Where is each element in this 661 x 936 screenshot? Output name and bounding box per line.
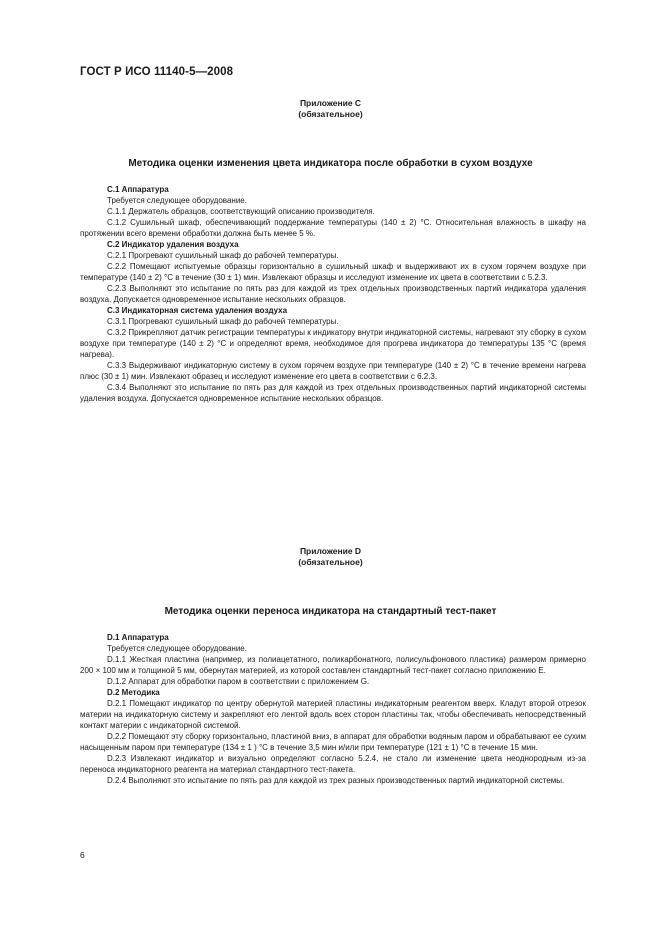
annex-c-title: Методика оценки изменения цвета индикатора после обработки в сухом воздухе	[128, 158, 533, 169]
paragraph: С.1.1 Держатель образцов, соответствующий описанию производителя.	[107, 207, 375, 216]
subsection-heading: D.1 Аппаратура	[107, 633, 169, 642]
paragraph: С.2.1 Прогревают сушильный шкаф до рабочей температуры.	[107, 251, 339, 260]
paragraph: С.3.4 Выполняют это испытание по пять раз для каждой из трех отдельных производственных партий индикаторной системы удаления воздуха. Допускается одновременное испытание нескольких образцов.	[80, 383, 586, 403]
annex-c-label: Приложение С	[299, 98, 362, 108]
subsection-heading: С.2 Индикатор удаления воздуха	[107, 240, 239, 249]
paragraph: С.2.3 Выполняют это испытание по пять раз для каждой из трех отдельных производственных партий индикатора удаления воздуха. Допускается одновременное испытание нескольких образцов.	[80, 284, 586, 304]
annex-d-heading	[0, 546, 661, 568]
paragraph: С.3.3 Выдерживают индикаторную систему в сухом горячем воздухе при температуре (140 ± 2) °С в течение времени нагрева плюс (30 ± 1) мин. Извлекают образец и исследуют изменение его цвета в соответствии с 6.2.3.	[80, 361, 586, 381]
paragraph: С.1.2 Сушильный шкаф, обеспечивающий поддержание температуры (140 ± 2) °С. Относительная влажность в шкафу на протяжении всего времени обработки должна быть менее 5 %.	[80, 218, 586, 238]
document-header: ГОСТ Р ИСО 11140-5—2008	[80, 66, 234, 78]
annex-c-heading	[0, 98, 661, 120]
paragraph: Требуется следующее оборудование.	[107, 644, 247, 653]
paragraph: D.1.2 Аппарат для обработки паром в соответствии с приложением G.	[107, 677, 370, 686]
paragraph: С.3.2 Прикрепляют датчик регистрации температуры к индикатору внутри индикаторной системы, нагревают эту сборку в сухом воздухе при температуре (140 ± 2) °С и определяют время, необходимое для прогрева индикатора до температуры 135 °С (время нагрева).	[80, 328, 586, 359]
paragraph: D.2.1 Помещают индикатор по центру обернутой материей пластины индикаторным реагентом вверх. Кладут второй отрезок материи на индикаторную систему и закрепляют его лентой вдоль всех сторон пластины так, чтобы обеспечивать непосредственный контакт материи с индикаторной системой.	[80, 699, 586, 730]
annex-d-title: Методика оценки переноса индикатора на стандартный тест-пакет	[164, 606, 497, 617]
paragraph: D.1.1 Жесткая пластина (например, из полиацетатного, поликарбонатного, полисульфонового пластика) размером примерно 200 × 100 мм и толщиной 5 мм, обернутая материей, из которой составлен стандартный тест-пакет согласно приложению Е.	[80, 655, 586, 675]
annex-c-status: (обязательное)	[298, 109, 363, 119]
paragraph: С.2.2 Помещают испытуемые образцы горизонтально в сушильный шкаф и выдерживают их в сухом горячем воздухе при температуре (140 ± 2) °С в течение (30 ± 1) мин. Извлекают образцы и исследуют изменение их цвета в соответствии с 5.2.3.	[80, 262, 586, 282]
subsection-heading: С.1 Аппаратура	[107, 185, 169, 194]
paragraph: Требуется следующее оборудование.	[107, 196, 247, 205]
annex-d-status: (обязательное)	[298, 557, 363, 567]
annex-d-body	[80, 632, 586, 786]
subsection-heading: D.2 Методика	[107, 688, 160, 697]
annex-c-body	[80, 184, 586, 404]
paragraph: D.2.4 Выполняют это испытание по пять раз для каждой из трех разных производственных партий индикаторной системы.	[107, 776, 565, 785]
subsection-heading: С.3 Индикаторная система удаления воздуха	[107, 306, 288, 315]
paragraph: D.2.2 Помещают эту сборку горизонтально, пластиной вниз, в аппарат для обработки водяным паром и обрабатывают ее сухим насыщенным паром при температуре (134 ± 1 ) °С в течение 3,5 мин и/или при температуре (121 ± 1) °С в течение 15 мин.	[80, 732, 586, 752]
paragraph: D.2.3 Извлекают индикатор и визуально определяют согласно 5.2.4, не стало ли изменение цвета неоднородным из-за переноса индикаторного реагента на материал стандартного тест-пакета.	[80, 754, 586, 774]
page-number: 6	[80, 850, 85, 860]
paragraph: С.3.1 Прогревают сушильный шкаф до рабочей температуры.	[107, 317, 339, 326]
annex-d-label: Приложение D	[299, 546, 362, 556]
